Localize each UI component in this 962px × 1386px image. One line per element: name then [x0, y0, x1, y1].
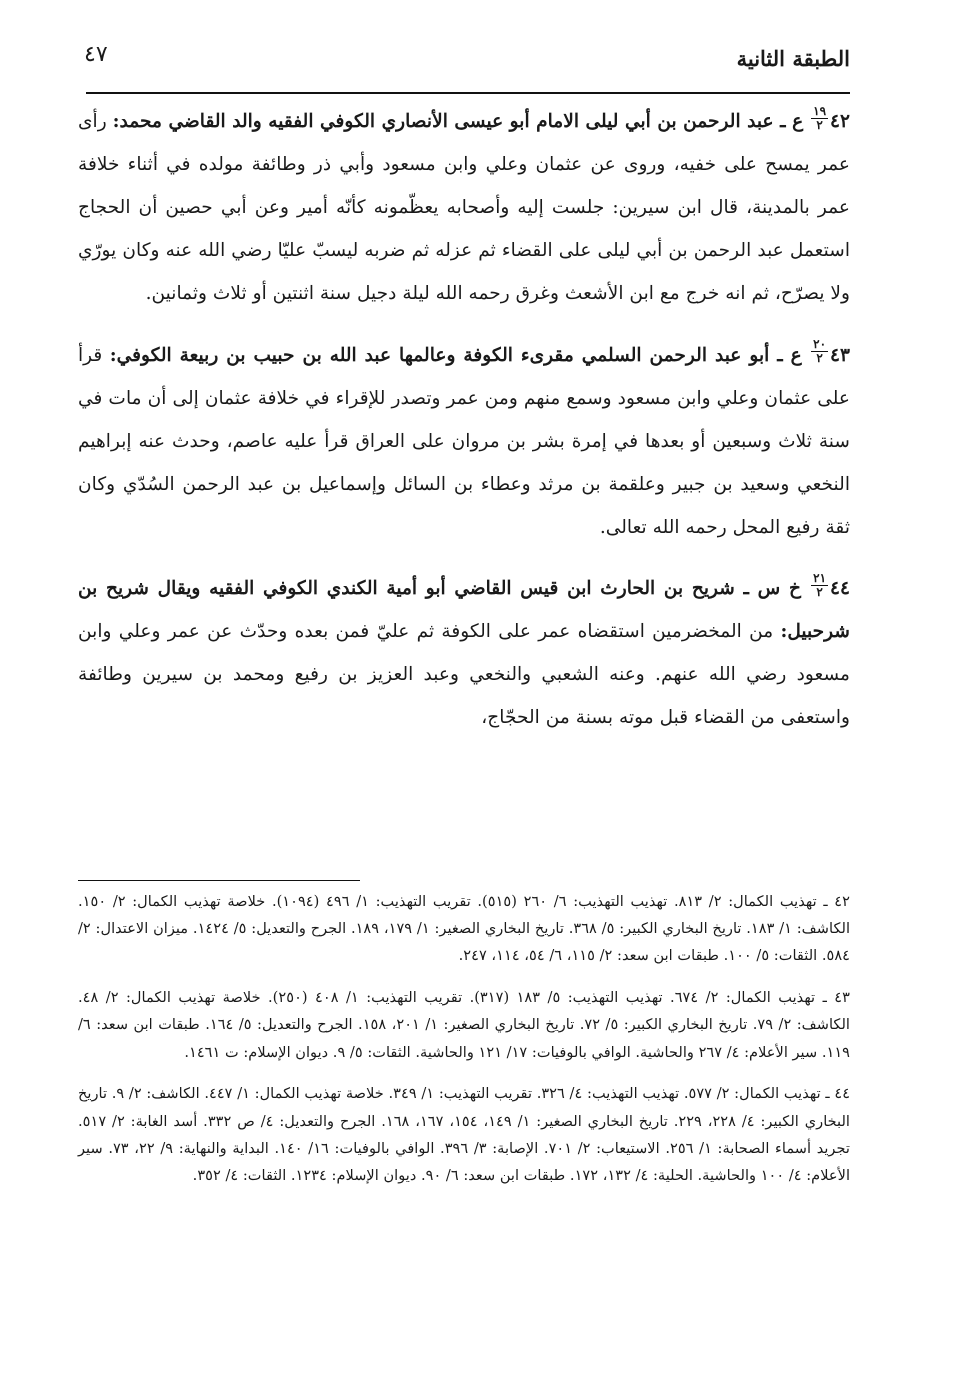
footnote-number: ٤٢ ـ	[823, 893, 850, 910]
entry-fraction	[811, 105, 828, 132]
footnote-text: تهذيب الكمال: ٢/ ٨١٣. تهذيب التهذيب: ٦/ ٢٦٠ (٥١٥). تقريب التهذيب: ١/ ٤٩٦ (١٠٩٤). خلاصة تهذيب الكمال: ٢/ ١٥٠. الكاشف: ١/ ١٨٣. تاريخ البخاري الكبير: ٥/ ٣٦٨. تاريخ البخاري الصغير: ١/ ١٧٩، ١٨٩. الجرح والتعديل: ٥/ ١٤٢٤. ميزان الاعتدال: ٢/ ٥٨٤. الثقات: ٥/ ١٠٠. طبقات ابن سعد: ٢/ ١١٥، ٦/ ٥٤، ١١٤، ٢٤٧.	[78, 893, 851, 965]
entry-body: قرأ على عثمان وعلي وابن مسعود وسمع منهم ومن عمر وتصدر للإقراء في خلافة عثمان إلى أن مات في سنة ثلاث وسبعين أو بعدها في إمرة بشر بن مروان على العراق قرأ عليه عاصم، وحدث عنه إبراهيم النخعي وسعيد بن جبير وعلقمة بن مرثد وعطاء بن السائل وإسماعيل بن عبد الرحمن السُدّي وكان ثقة رفيع المحل رحمه الله تعالى.	[78, 344, 850, 538]
page-number: ٤٧	[84, 42, 108, 67]
page-header	[78, 38, 850, 84]
biography-entry	[78, 334, 850, 549]
footnote	[78, 888, 850, 970]
entry-heading: ع ـ عبد الرحمن بن أبي ليلى الامام أبو عيسى الأنصاري الكوفي الفقيه والد القاضي محمد:	[112, 111, 804, 132]
entry-fraction	[811, 572, 828, 599]
footnote-text: تهذيب الكمال: ٢/ ٦٧٤. تهذيب التهذيب: ٥/ ١٨٣ (٣١٧). تقريب التهذيب: ١/ ٤٠٨ (٢٥٠). خلاصة تهذيب الكمال: ٢/ ٤٨. الكاشف: ٢/ ٧٩. تاريخ البخاري الكبير: ٥/ ٧٢. تاريخ البخاري الصغير: ١/ ٢٠١، ١٥٨. الجرح والتعديل: ٥/ ١٦٤. طبقات ابن سعد: ٦/ ١١٩. سير الأعلام: ٤/ ٢٦٧ والحاشية. الوافي بالوفيات: ١٧/ ١٢١ والحاشية. الثقات: ٥/ ٩. ديوان الإسلام: ت ١٤٦١.	[78, 989, 850, 1061]
fraction-denominator: ٢	[816, 351, 823, 366]
biography-entry	[78, 567, 850, 739]
footnote-rule	[78, 880, 360, 881]
entry-heading: ع ـ أبو عبد الرحمن السلمي مقرىء الكوفة وعالمها عبد الله بن حبيب بن ربيعة الكوفي:	[109, 344, 802, 366]
entry-number: ٤٣	[830, 344, 850, 366]
fraction-numerator: ٢١	[813, 570, 827, 585]
footnote-text: تهذيب الكمال: ٢/ ٥٧٧. تهذيب التهذيب: ٤/ ٣٢٦. تقريب التهذيب: ١/ ٣٤٩. خلاصة تهذيب الكمال: ١/ ٤٤٧. الكاشف: ٢/ ٩. تاريخ البخاري الكبير: ٤/ ٢٢٨، ٢٢٩. تاريخ البخاري الصغير: ١/ ١٤٩، ١٥٤، ١٦٧، ١٦٨. الجرح والتعديل: ٤/ ص ٣٣٢. أسد الغابة: ٢/ ٥١٧. تجريد أسماء الصحابة: ١/ ٢٥٦. الاستيعاب: ٢/ ٧٠١. الإصابة: ٣/ ٣٩٦. الوافي بالوفيات: ١٦/ ١٤٠. البداية والنهاية: ٩/ ٢٢، ٧٣. سير الأعلام: ٤/ ١٠٠ والحاشية. الحلية: ٤/ ١٣٢، ١٧٢. طبقات ابن سعد: ٦/ ٩٠. ديوان الإسلام: ١٢٣٤. الثقات: ٤/ ٣٥٢.	[78, 1085, 850, 1185]
biography-entries	[78, 100, 850, 751]
entry-number: ٤٢	[830, 111, 850, 132]
footnote	[78, 984, 850, 1066]
footnotes	[78, 888, 850, 1197]
footnote	[78, 1080, 850, 1189]
footnote-number: ٤٤ ـ	[825, 1085, 851, 1103]
book-page	[78, 38, 850, 1368]
entry-number: ٤٤	[830, 578, 850, 600]
footnote-number: ٤٣ ـ	[822, 989, 850, 1007]
fraction-denominator: ٢	[816, 584, 823, 599]
running-title: الطبقة الثانية	[736, 46, 850, 71]
entry-heading: خ س ـ شريح بن الحارث ابن قيس القاضي أبو أمية الكندي الكوفي الفقيه ويقال شريح بن شرحبيل:	[78, 578, 850, 643]
fraction-denominator: ٢	[816, 117, 823, 132]
biography-entry	[78, 100, 850, 315]
fraction-numerator: ١٩	[813, 103, 827, 118]
fraction-numerator: ٢٠	[813, 337, 827, 352]
entry-fraction	[811, 338, 828, 365]
entry-body: رأى عمر يمسح على خفيه، وروى عن عثمان وعلي وابن مسعود وأبي ذر وطائفة مولده في أثناء خلافة عمر بالمدينة، قال ابن سيرين: جلست إليه وأصحابه يعظّمونه كأنّه أمير وعن أبي حصين أن الحجاج استعمل عبد الرحمن بن أبي ليلى على القضاء ثم عزله ثم ضربه ليسبّ عليّا رضي الله عنه وكان يورّي ولا يصرّح، ثم انه خرج مع ابن الأشعث وغرق رحمه الله ليلة دجيل سنة اثنتين أو ثلاث وثمانين.	[78, 111, 850, 304]
entry-body: من المخضرمين استقضاه عمر على الكوفة ثم عليّ فمن بعده وحدّث عن عمر وعلي وابن مسعود رضي الله عنهم. وعنه الشعبي والنخعي وعبد العزيز بن رفيع ومحمد بن سيرين وطائفة واستعفى من القضاء قبل موته بسنة من الحجّاج،	[78, 621, 850, 729]
header-rule	[86, 92, 850, 94]
